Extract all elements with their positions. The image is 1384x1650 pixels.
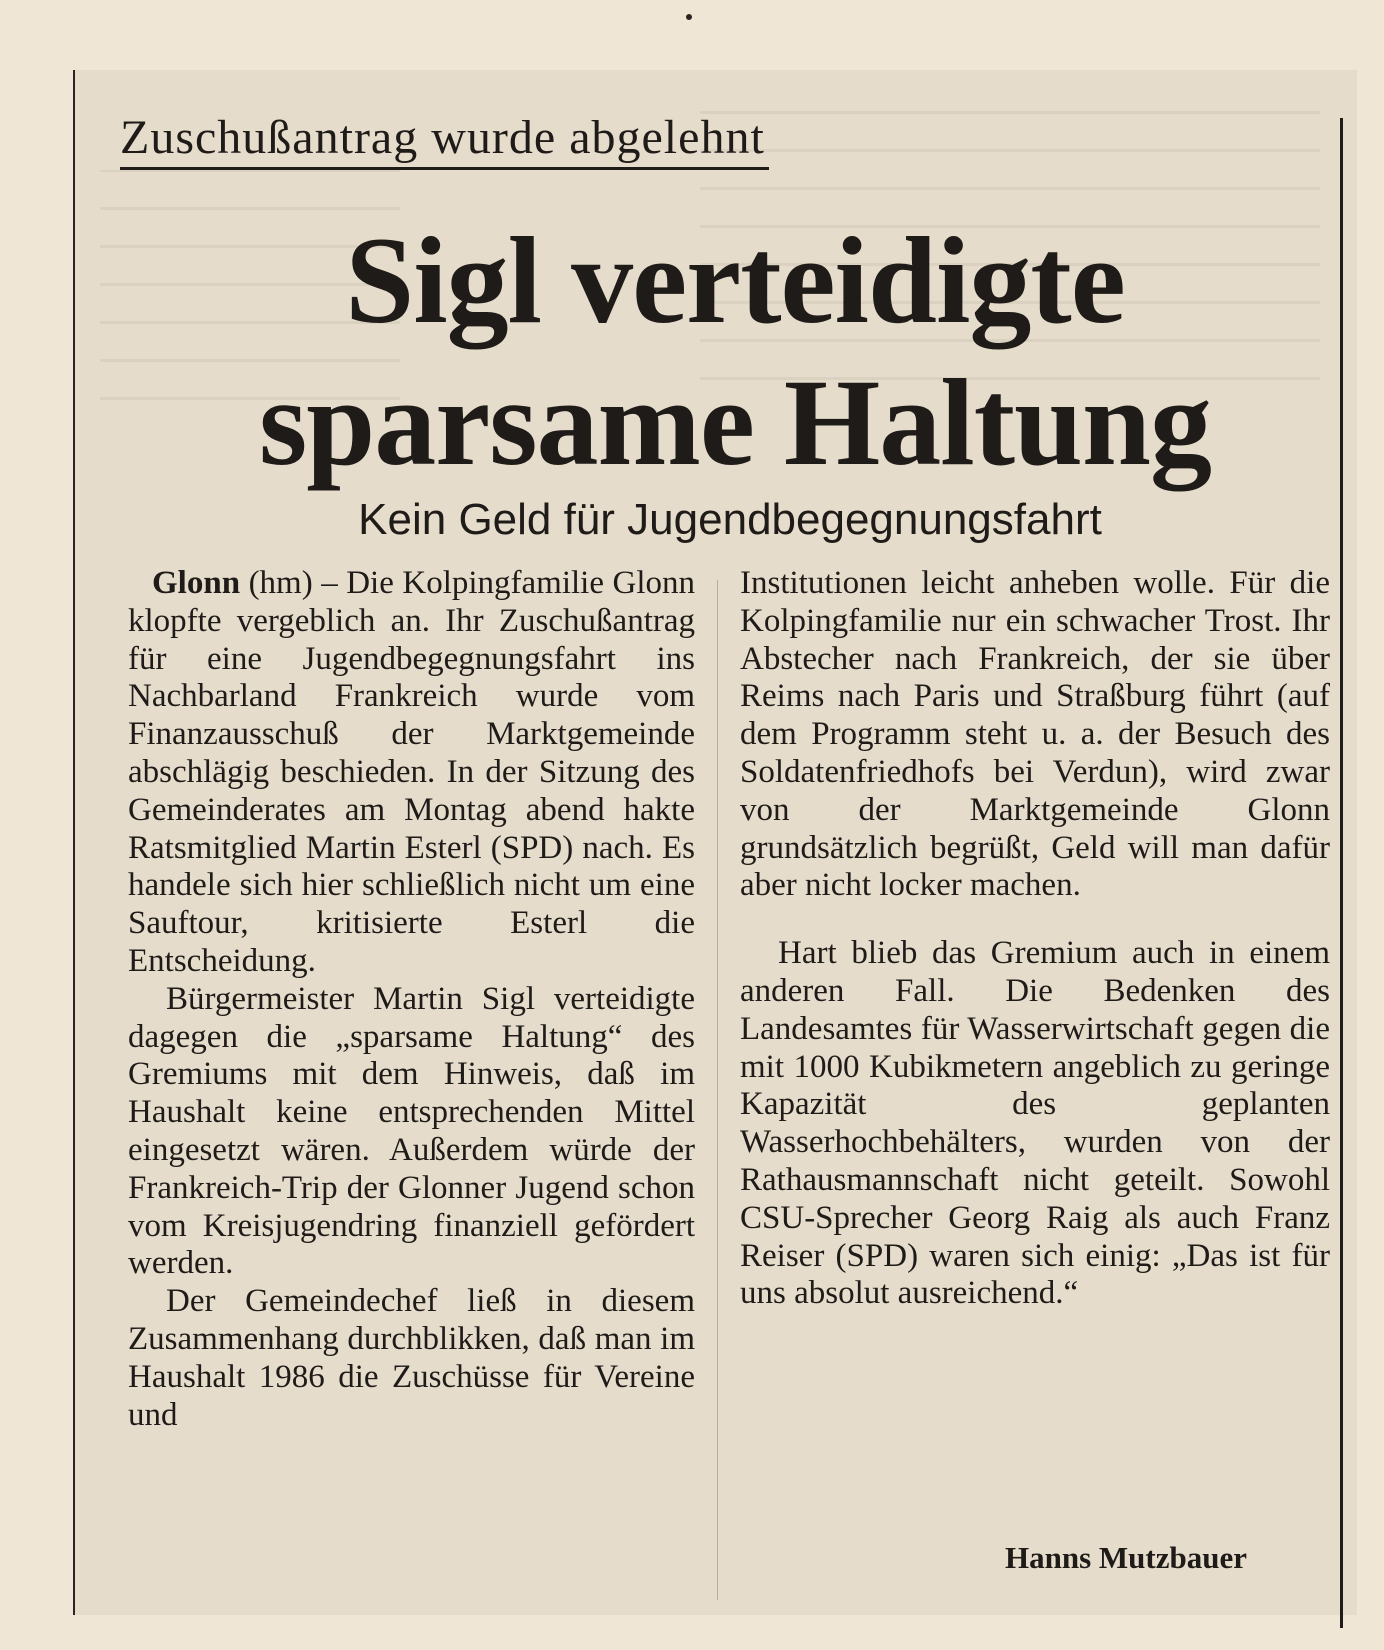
article-headline [225, 210, 1245, 494]
body-paragraph: Der Gemeindechef ließ in diesem Zusammenhang durchblikken, daß man im Haushalt 1986 die Zuschüsse für Vereine und [128, 1283, 695, 1433]
dateline: Glonn [152, 565, 241, 601]
author-byline: Hanns Mutzbauer [1005, 1540, 1247, 1575]
body-paragraph: Hart blieb das Gremium auch in einem anderen Fall. Die Bedenken des Landesamtes für Wasserwirtschaft gegen die mit 1000 Kubikmetern angeblich zu geringe Kapazität des geplanten Wasserhochbehälters, wurden von der Rathausmannschaft nicht geteilt. Sowohl CSU-Sprecher Georg Raig als auch Franz Reiser (SPD) waren sich einig: „Das ist für uns absolut ausreichend.“ [740, 935, 1330, 1312]
article-column-left [128, 565, 695, 1434]
article-kicker: Zuschußantrag wurde abgelehnt [120, 110, 769, 170]
column-rule-right [1340, 118, 1343, 1628]
headline-line-2: sparsame Haltung [259, 354, 1211, 491]
body-paragraph [128, 565, 695, 981]
headline-line-1: Sigl verteidigte [345, 212, 1125, 349]
article-subheadline: Kein Geld für Jugendbegegnungsfahrt [358, 495, 1102, 544]
column-divider [717, 580, 718, 1600]
article-column-right [740, 565, 1330, 1313]
body-paragraph: Bürgermeister Martin Sigl verteidigte dagegen die „sparsame Haltung“ des Gremiums mit dem Hinweis, daß im Haushalt keine entsprechenden Mittel eingesetzt wären. Außerdem würde der Frankreich-Trip der Glonner Jugend schon vom Kreisjugendring finanziell gefördert werden. [128, 980, 695, 1282]
paragraph-text: (hm) – Die Kolpingfamilie Glonn klopfte vergeblich an. Ihr Zuschußantrag für eine Jugendbegegnungsfahrt ins Nachbarland Frankreich wurde vom Finanzausschuß der Marktgemeinde abschlägig beschieden. In der Sitzung des Gemeinderates am Montag abend hakte Ratsmitglied Martin Esterl (SPD) nach. Es handele sich hier schließlich nicht um eine Sauftour, kritisierte Esterl die Entscheidung. [128, 565, 696, 979]
ink-speck [686, 14, 692, 20]
body-paragraph: Institutionen leicht anheben wolle. Für die Kolpingfamilie nur ein schwacher Trost. Ihr Abstecher nach Frankreich, der sie über Reims nach Paris und Straßburg führt (auf dem Programm steht u. a. der Besuch des Soldatenfriedhofs bei Verdun), wird zwar von der Marktgemeinde Glonn grundsätzlich begrüßt, Geld will man dafür aber nicht locker machen. [740, 565, 1330, 904]
